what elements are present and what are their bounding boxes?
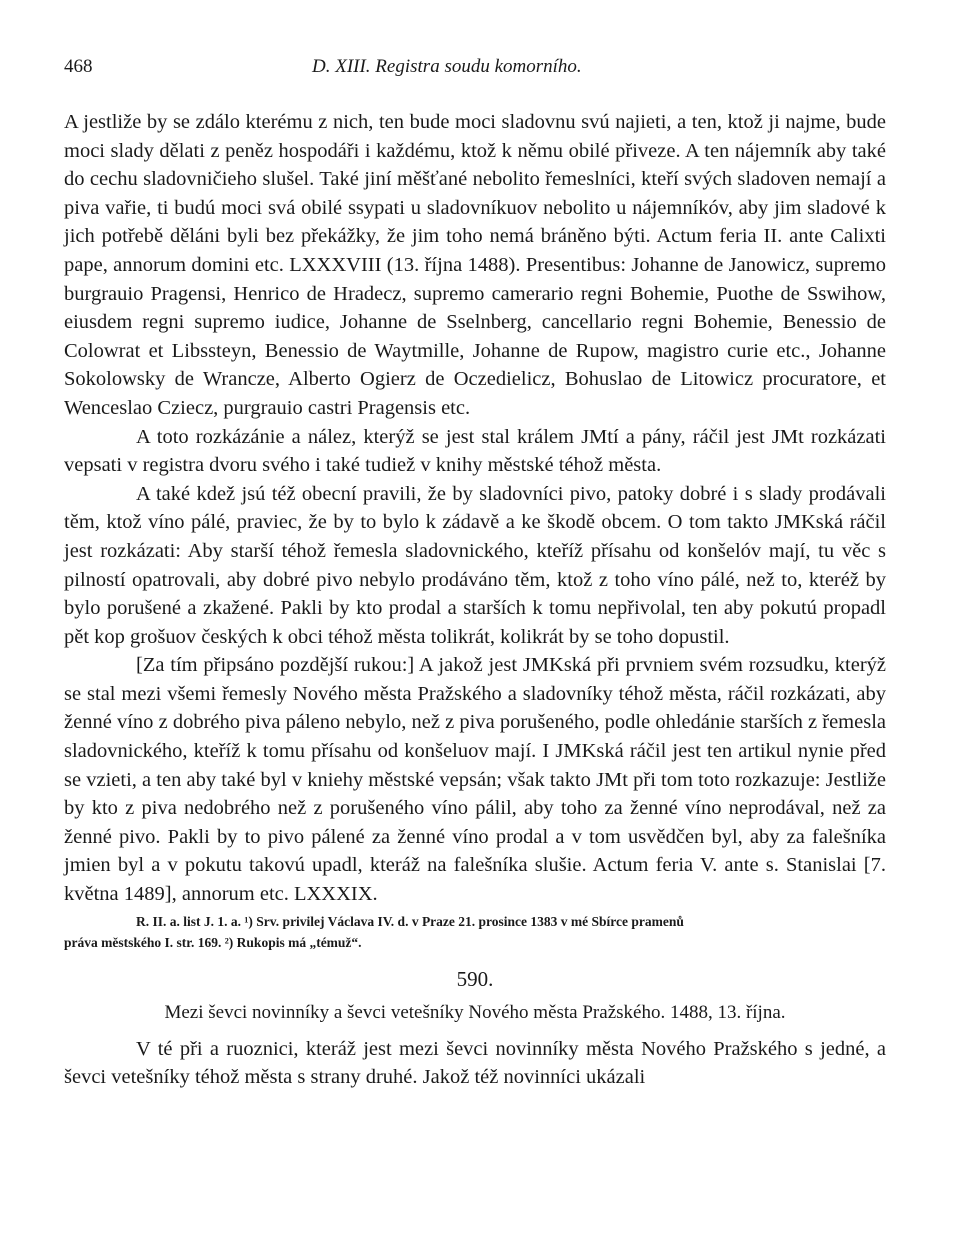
main-text [64, 108, 886, 909]
paragraph-later-addition: [Za tím připsáno pozdější rukou:] A jakož jest JMKská při prvniem svém rozsudku, kterýž se stal mezi všemi řemesly Nového města Pražského a sladovníky téhož města, ráčil rozkázati, aby ženné víno z dobrého piva páleno nebylo, než z piva porušeného, podle ohledánie starších z řemesla sladovnického, kteříž k tomu přísahu od konšeluov mají. I JMKská ráčil jest ten artikul nynie před se vzieti, a ten aby také byl v kniehy městské vepsán; však takto JMt při tom toto rozkazuje: Jestliže by kto z piva nedobrého než z porušeného víno pálil, aby toho za ženné víno neprodával, než za ženné pivo. Pakli by to pivo pálené za ženné víno prodal a v tom usvědčen byl, aby za falešníka jmien byl a v pokutu takovú upadl, kteráž na falešníka slušie. Actum feria V. ante s. Stanislai [7. května 1489], annorum etc. LXXXIX. [64, 654, 886, 906]
document-text: V té při a ruoznici, kteráž jest mezi ševci novinníky města Nového Pražského s jedné, a ševci vetešníky téhož města s strany druhé. Jakož též novinníci ukázali [64, 1037, 886, 1089]
document-heading: Mezi ševci novinníky a ševci vetešníky Nového města Pražského. 1488, 13. října. [164, 1001, 786, 1023]
paragraph-royal-order: A toto rozkázánie a nález, kterýž se jest stal králem JMtí a pány, ráčil jest JMt rozkázati vepsati v registra dvoru svého i také tudiež v knihy městské téhož města. [64, 425, 886, 477]
paragraph-malthouse-lease: A jestliže by se zdálo kterému z nich, ten bude moci sladovnu svú najieti, a ten, ktož ji najme, bude moci slady dělati z peněz hospodáři i každému, ktož k němu obilé přiveze. A ten nájemník aby také do cechu sladovničieho slušel. Také jiní měšťané nebolito řemeslníci, kteří svých sladoven nemají a piva vařie, ti budú moci svá obilé ssypati u sladovníkuov nebolito u nájemníkóv, aby jim sladové k jich potřebě děláni byli bez překážky, že jim toho nemá bráněno býti. Actum feria II. ante Calixti pape, annorum domini etc. LXXXVIII (13. října 1488). Presentibus: Johanne de Janowicz, supremo burgrauio Pragensi, Henrico de Hradecz, supremo camerario regni Bohemie, Puothe de Sswihow, eiusdem regni supremo iudice, Johanne de Sselnberg, cancellario regni Bohemie, Benessio de Colowrat et Libssteyn, Benessio de Waytmille, Johanne de Rupow, magistro curie etc., Johanne Sokolowsky de Wrancze, Alberto Ogierz de Oczedielicz, Bohuslao de Litowicz procuratore, et Wenceslao Cziecz, purgrauio castri Pragensis etc. [64, 111, 886, 419]
footnote-line: práva městského I. str. 169. ²) Rukopis má „témuž“. [64, 934, 362, 950]
document-number: 590. [456, 966, 494, 991]
book-page [64, 56, 886, 1092]
running-head [64, 56, 886, 86]
running-title: D. XIII. Registra soudu komorního. [312, 56, 582, 77]
footnote-line: R. II. a. list J. 1. a. ¹) Srv. privilej Václava IV. d. v Praze 21. prosince 1383 v mé Sbírce pramenů [136, 913, 684, 929]
page-number: 468 [64, 56, 93, 77]
paragraph-beer-sale: A také kdež jsú též obecní pravili, že by sladovníci pivo, patoky dobré i s slady prodávali těm, ktož víno pálé, praviec, že by to bylo k zádavě a ke škodě obcem. O tom takto JMKská ráčil jest rozkázati: Aby starší téhož řemesla sladovnického, kteříž přísahu od konšelóv mají, tu věc s pilností opatrovali, aby dobré pivo nebylo prodáváno těm, ktož z toho víno pálé, než to, kteréž by bylo porušené a zkažené. Pakli by kto prodal a starších k tomu nepřivolal, ten aby pokutú propadl pět kop grošuov českých k obci téhož města tolikrát, kolikrát by se toho dopustil. [64, 482, 886, 648]
footnotes [64, 911, 886, 953]
